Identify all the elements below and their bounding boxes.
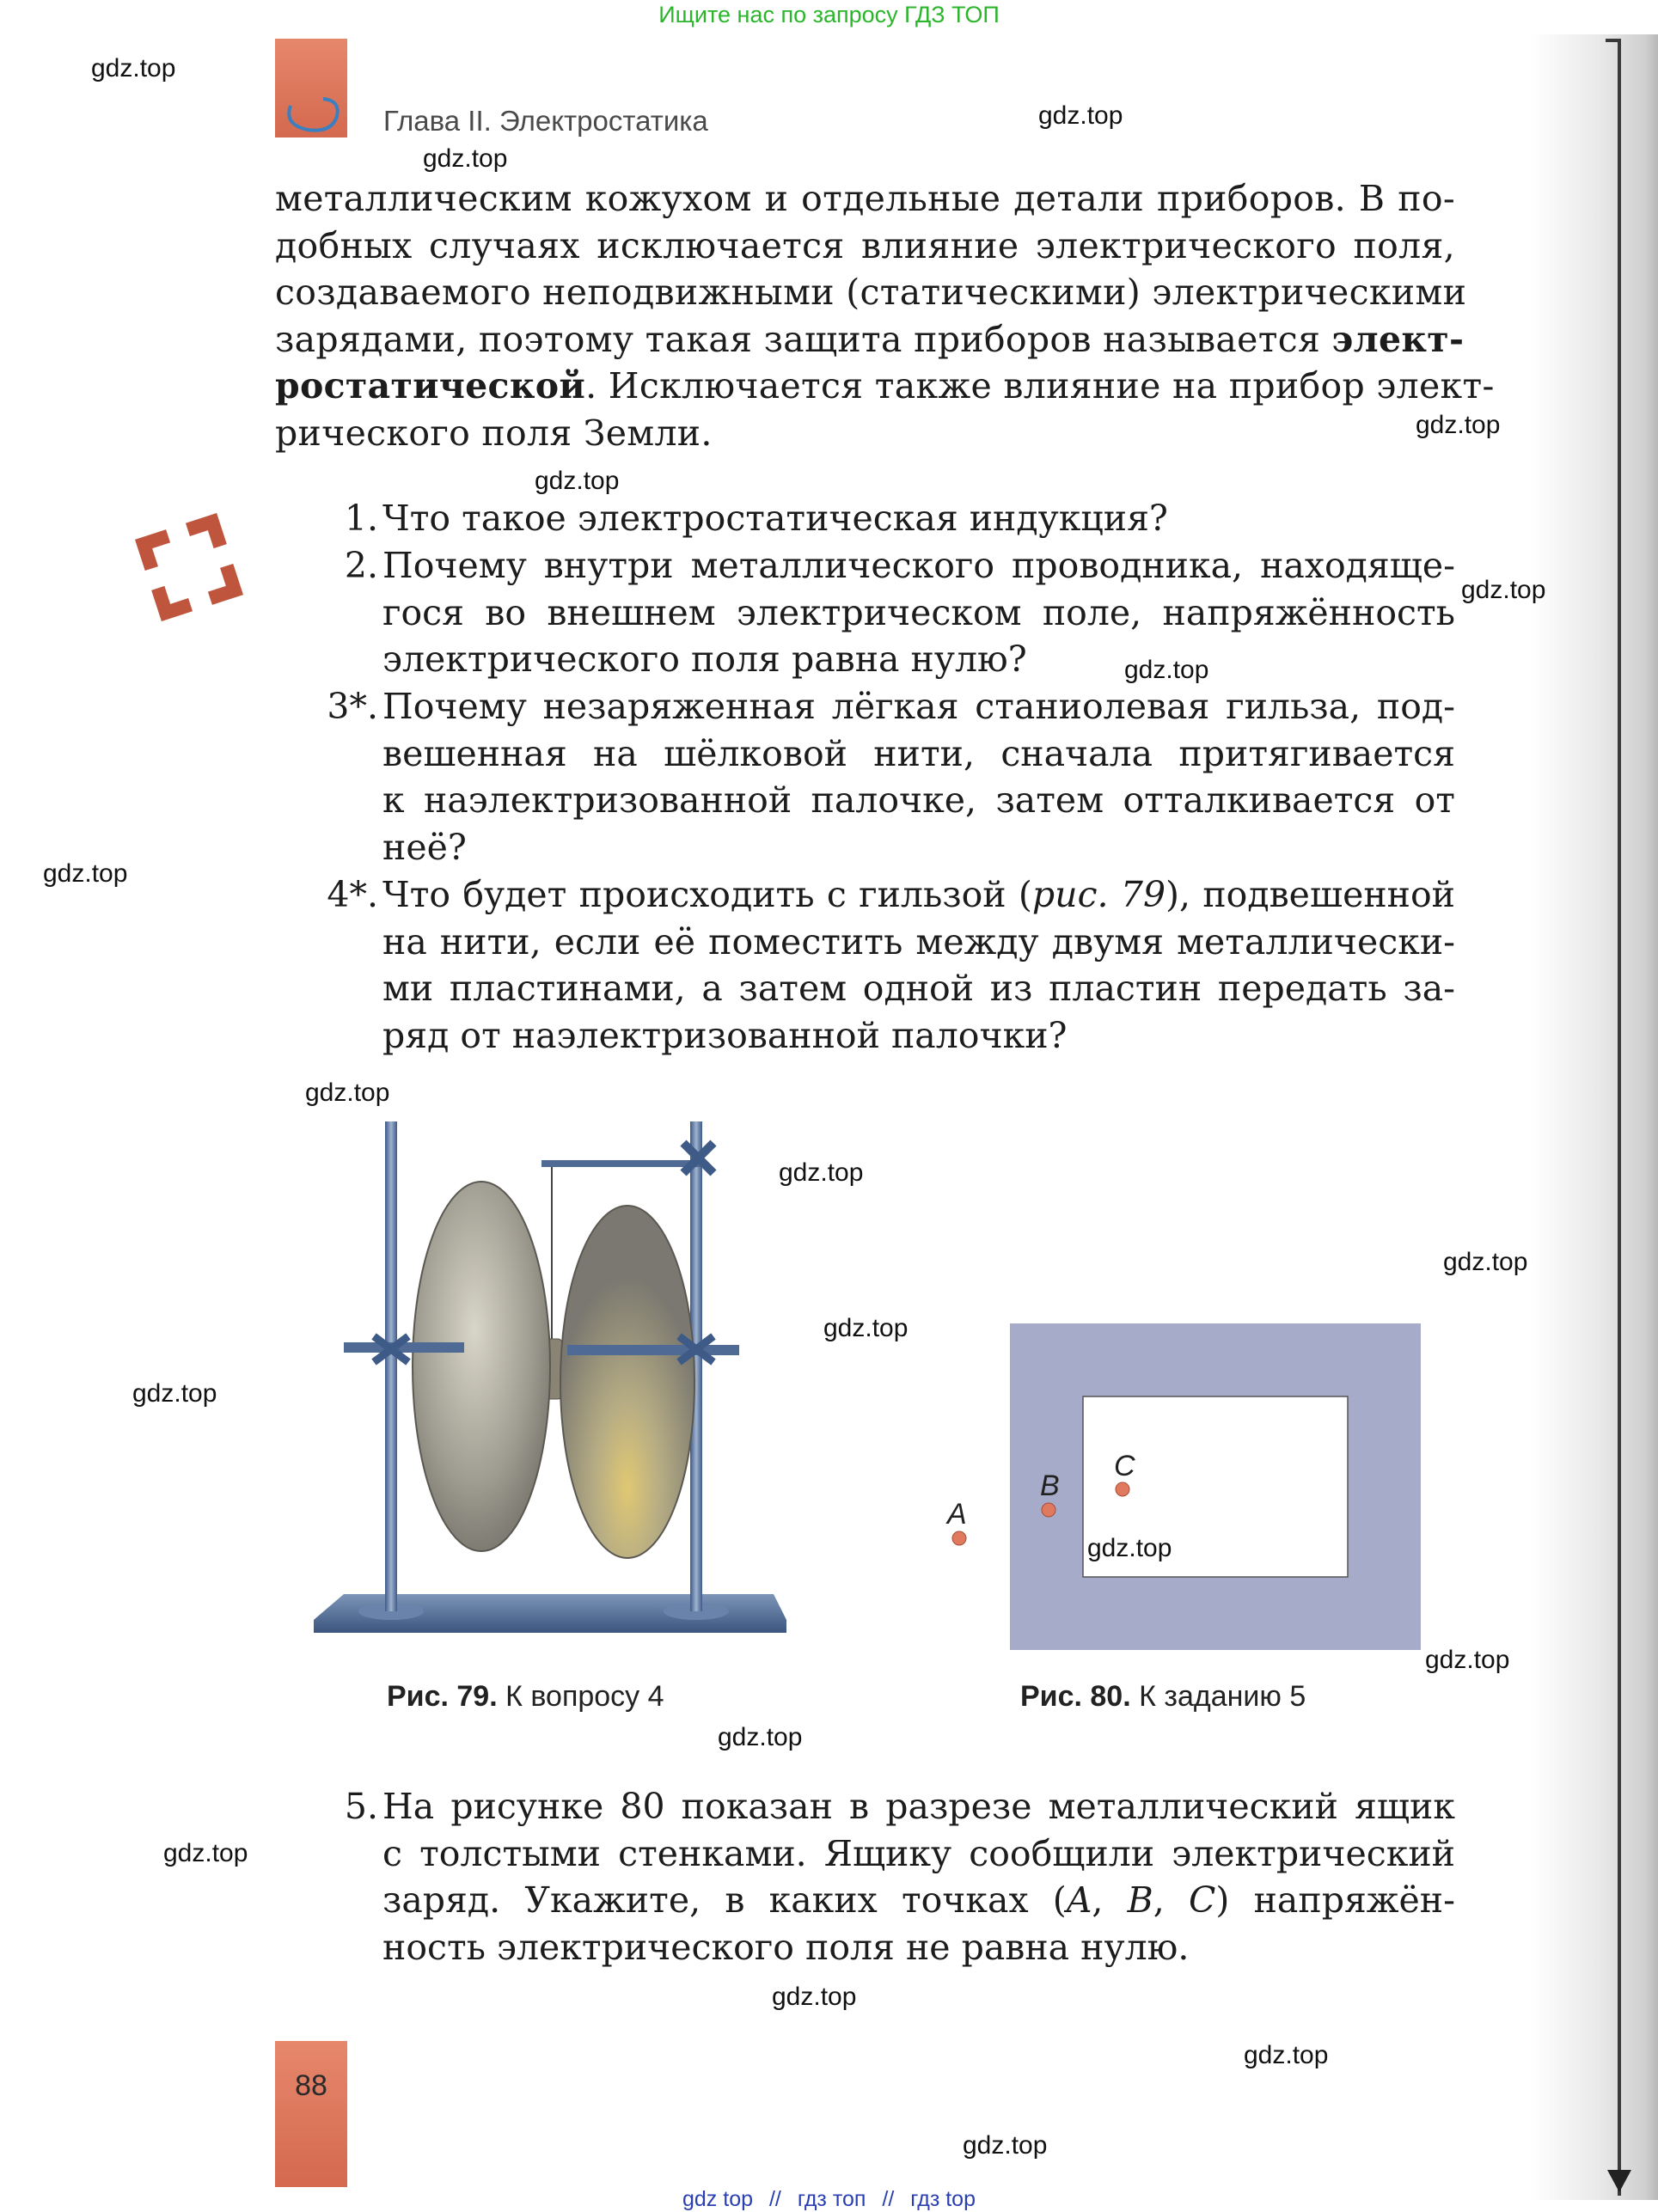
question-text-part: заряд. Укажите, в каких точках (: [382, 1879, 1067, 1922]
question-line: электрического поля равна нулю?: [382, 639, 1027, 681]
top-banner[interactable]: Ищите нас по запросу ГДЗ ТОП: [658, 2, 1000, 27]
question-line: неё?: [382, 826, 467, 868]
term-bold: элект-: [1331, 318, 1465, 360]
point-b: [1042, 1503, 1055, 1517]
footer-separator: //: [882, 2187, 895, 2211]
question-line: Что такое электростатическая индукция?: [382, 498, 1168, 539]
question-text: [382, 542, 1455, 683]
question-4: [275, 871, 1455, 1065]
intro-text: . Исключается также влияние на прибор элект-: [585, 365, 1495, 407]
point-a-label: A: [947, 1498, 967, 1531]
question-text: [382, 683, 1455, 871]
footer-link[interactable]: гдз top: [910, 2187, 976, 2211]
metal-plate-right: [560, 1206, 694, 1558]
question-line: Почему незаряженная лёгкая станиолевая гильза, под-: [382, 686, 1455, 727]
point-c: [1116, 1482, 1129, 1496]
footer-link[interactable]: гдз топ: [797, 2187, 866, 2211]
page-number-tab: [275, 2041, 347, 2187]
question-number: 2.: [344, 545, 378, 586]
question-text: [382, 495, 1455, 542]
question-line: ми пластинами, а затем одной из пластин передать за-: [382, 968, 1455, 1010]
question-line: вешенная на шёлковой нити, сначала притягивается: [382, 732, 1455, 774]
point-ref-a: A: [1066, 1879, 1092, 1922]
intro-line: создаваемого неподвижными (статическими) электрическими: [275, 272, 1467, 314]
watermark: gdz.top: [132, 1379, 217, 1408]
intro-line: [275, 363, 1495, 410]
question-3: [275, 683, 1455, 877]
question-line: [382, 1877, 1455, 1924]
chapter-tab: [275, 39, 347, 137]
watermark: gdz.top: [1038, 101, 1123, 130]
point-ref-c: C: [1189, 1879, 1216, 1922]
question-line: на нити, если её поместить между двумя металлически-: [382, 920, 1455, 962]
question-text: [382, 871, 1455, 1059]
footer-link[interactable]: gdz top: [682, 2187, 754, 2211]
page-edge-tick: [1606, 39, 1621, 42]
watermark: gdz.top: [43, 859, 128, 888]
separator: ,: [1092, 1879, 1128, 1922]
question-1: [275, 495, 1455, 547]
chapter-title: Глава II. Электростатика: [383, 105, 708, 137]
question-line: [382, 871, 1455, 919]
watermark: gdz.top: [535, 467, 620, 495]
point-ref-b: B: [1127, 1879, 1153, 1922]
question-text: [382, 1783, 1455, 1971]
watermark: gdz.top: [779, 1158, 864, 1187]
term-bold: ростатической: [275, 365, 586, 407]
watermark: gdz.top: [1244, 2041, 1329, 2069]
figure-reference: рис. 79: [1031, 874, 1166, 915]
question-text-part: Что будет происходить с гильзой (: [382, 874, 1032, 915]
question-number: 1.: [344, 498, 378, 539]
question-line: гося во внешнем электрическом поле, напряжённость: [382, 591, 1455, 633]
chapter-swirl-icon: [275, 39, 347, 137]
point-c-label: C: [1114, 1450, 1135, 1482]
footer-links: [0, 2187, 1658, 2212]
watermark: gdz.top: [1461, 576, 1546, 604]
stand-rod-left: [385, 1121, 397, 1611]
figure-80-illustration: [937, 1319, 1427, 1654]
watermark: gdz.top: [772, 1983, 857, 2011]
question-2: [275, 542, 1455, 688]
metal-plate-left: [413, 1182, 550, 1551]
page-edge-shadow: [1530, 34, 1658, 2200]
watermark: gdz.top: [1416, 411, 1501, 439]
figure-79-illustration: [309, 1117, 791, 1667]
watermark: gdz.top: [163, 1839, 248, 1867]
page-number: 88: [295, 2069, 327, 2102]
intro-line: металлическим кожухом и отдельные детали приборов. В по-: [275, 178, 1455, 219]
caption-text: К заданию 5: [1130, 1680, 1306, 1713]
intro-line: добных случаях исключается влияние электрического поля,: [275, 224, 1455, 266]
page-edge-line: [1618, 39, 1621, 2196]
question-text-part: ), подвешенной: [1165, 874, 1455, 915]
caption-text: К вопросу 4: [497, 1680, 664, 1713]
intro-line: рического поля Земли.: [275, 412, 713, 454]
question-number: 5.: [344, 1786, 378, 1827]
point-b-label: B: [1040, 1470, 1060, 1502]
question-line: ряд от наэлектризованной палочки?: [382, 1014, 1068, 1056]
caption-label: Рис. 79.: [387, 1680, 498, 1713]
separator: ,: [1153, 1879, 1190, 1922]
point-a: [952, 1531, 966, 1545]
question-number: 4*.: [327, 874, 378, 915]
intro-line: [275, 316, 1465, 364]
caption-label: Рис. 80.: [1020, 1680, 1131, 1713]
question-number: 3*.: [327, 686, 378, 727]
question-5: [275, 1783, 1455, 1977]
watermark: gdz.top: [1087, 1534, 1172, 1562]
watermark: gdz.top: [1124, 656, 1209, 684]
question-text-part: ) напряжён-: [1215, 1879, 1455, 1922]
question-line: с толстыми стенками. Ящику сообщили электрический: [382, 1832, 1455, 1874]
watermark: gdz.top: [823, 1314, 909, 1342]
watermark: gdz.top: [718, 1723, 803, 1751]
question-line: к наэлектризованной палочке, затем отталкивается от: [382, 779, 1455, 822]
watermark: gdz.top: [423, 144, 508, 173]
watermark: gdz.top: [91, 54, 176, 82]
watermark: gdz.top: [1443, 1248, 1528, 1276]
intro-text: зарядами, поэтому такая защита приборов называется: [275, 318, 1332, 360]
footer-separator: //: [768, 2187, 781, 2211]
watermark: gdz.top: [963, 2131, 1048, 2160]
watermark: gdz.top: [305, 1079, 390, 1107]
figure-79-caption: [387, 1680, 664, 1714]
figure-80-caption: [1020, 1680, 1306, 1714]
question-line: Почему внутри металлического проводника, находяще-: [382, 545, 1455, 586]
crossbar: [541, 1160, 705, 1167]
questions-icon: [129, 507, 249, 627]
watermark: gdz.top: [1425, 1646, 1510, 1674]
question-line: На рисунке 80 показан в разрезе металлический ящик: [382, 1786, 1455, 1827]
question-line: ность электрического поля не равна нулю.: [382, 1926, 1190, 1968]
